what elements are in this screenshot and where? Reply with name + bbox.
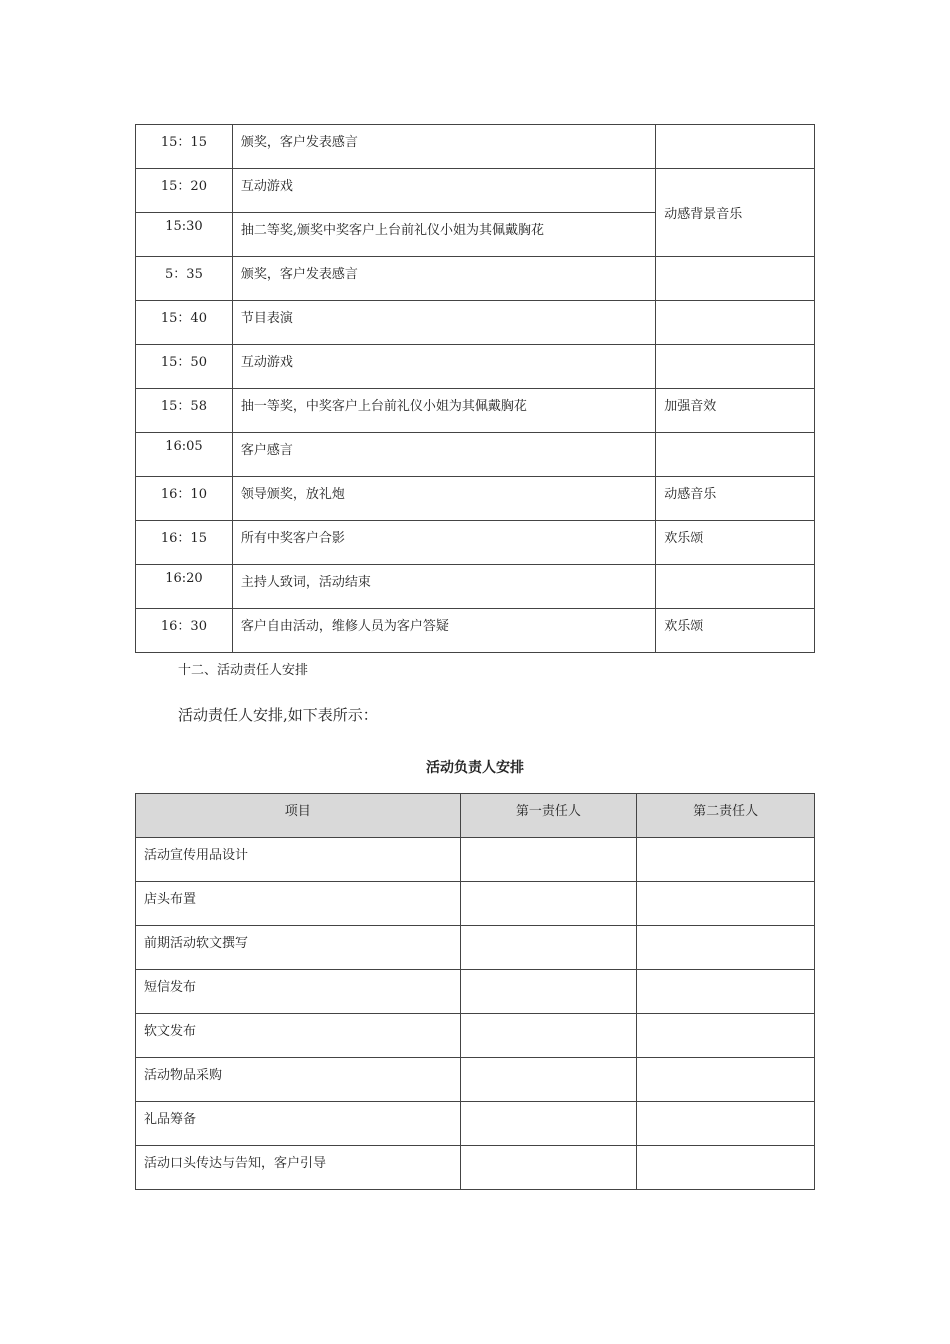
first-owner-cell	[460, 1014, 637, 1058]
music-cell: 动感背景音乐	[656, 169, 815, 257]
music-cell	[656, 345, 815, 389]
table-header-row	[136, 794, 815, 838]
time-cell: 16：15	[136, 521, 233, 565]
activity-cell: 所有中奖客户合影	[232, 521, 655, 565]
activity-cell: 互动游戏	[232, 169, 655, 213]
table-row	[136, 521, 815, 565]
table-row	[136, 1102, 815, 1146]
table-row	[136, 838, 815, 882]
table-row	[136, 882, 815, 926]
table-row	[136, 477, 815, 521]
first-owner-cell	[460, 1102, 637, 1146]
table-row	[136, 565, 815, 609]
item-cell: 礼品筹备	[136, 1102, 461, 1146]
second-owner-cell	[637, 926, 815, 970]
activity-cell: 抽一等奖，中奖客户上台前礼仪小姐为其佩戴胸花	[232, 389, 655, 433]
schedule-table	[135, 124, 815, 653]
item-cell: 前期活动软文撰写	[136, 926, 461, 970]
table-row	[136, 970, 815, 1014]
music-cell: 加强音效	[656, 389, 815, 433]
activity-cell: 领导颁奖，放礼炮	[232, 477, 655, 521]
second-owner-cell	[637, 970, 815, 1014]
first-owner-cell	[460, 970, 637, 1014]
item-cell: 活动宣传用品设计	[136, 838, 461, 882]
table-row	[136, 125, 815, 169]
music-cell: 动感音乐	[656, 477, 815, 521]
second-owner-cell	[637, 1146, 815, 1190]
second-owner-cell	[637, 838, 815, 882]
time-cell: 16：30	[136, 609, 233, 653]
table-row	[136, 1058, 815, 1102]
time-cell: 16：10	[136, 477, 233, 521]
time-cell: 16:20	[136, 565, 233, 609]
first-owner-cell	[460, 1146, 637, 1190]
music-cell	[656, 257, 815, 301]
owners-table	[135, 793, 815, 1190]
table-row	[136, 389, 815, 433]
activity-cell: 客户自由活动，维修人员为客户答疑	[232, 609, 655, 653]
time-cell: 16:05	[136, 433, 233, 477]
music-cell	[656, 301, 815, 345]
music-cell	[656, 565, 815, 609]
activity-cell: 主持人致词，活动结束	[232, 565, 655, 609]
item-cell: 短信发布	[136, 970, 461, 1014]
header-second-owner: 第二责任人	[637, 794, 815, 838]
table-row	[136, 1146, 815, 1190]
second-owner-cell	[637, 882, 815, 926]
item-cell: 活动物品采购	[136, 1058, 461, 1102]
second-owner-cell	[637, 1014, 815, 1058]
table-row	[136, 1014, 815, 1058]
header-item: 项目	[136, 794, 461, 838]
intro-text: 活动责任人安排,如下表所示：	[178, 706, 378, 724]
first-owner-cell	[460, 1058, 637, 1102]
music-cell	[656, 433, 815, 477]
time-cell: 15：40	[136, 301, 233, 345]
time-cell: 15：20	[136, 169, 233, 213]
table-row	[136, 345, 815, 389]
time-cell: 15:30	[136, 213, 233, 257]
first-owner-cell	[460, 926, 637, 970]
time-cell: 5：35	[136, 257, 233, 301]
item-cell: 软文发布	[136, 1014, 461, 1058]
time-cell: 15：15	[136, 125, 233, 169]
table-row	[136, 257, 815, 301]
header-first-owner: 第一责任人	[460, 794, 637, 838]
table-row	[136, 609, 815, 653]
second-owner-cell	[637, 1102, 815, 1146]
table-row	[136, 433, 815, 477]
section-heading: 十二、活动责任人安排	[178, 663, 309, 678]
music-cell: 欢乐颂	[656, 609, 815, 653]
first-owner-cell	[460, 838, 637, 882]
activity-cell: 互动游戏	[232, 345, 655, 389]
time-cell: 15：50	[136, 345, 233, 389]
activity-cell: 颁奖，客户发表感言	[232, 257, 655, 301]
first-owner-cell	[460, 882, 637, 926]
table-row	[136, 169, 815, 213]
music-cell	[656, 125, 815, 169]
activity-cell: 颁奖，客户发表感言	[232, 125, 655, 169]
activity-cell: 抽二等奖,颁奖中奖客户上台前礼仪小姐为其佩戴胸花	[232, 213, 655, 257]
item-cell: 活动口头传达与告知，客户引导	[136, 1146, 461, 1190]
time-cell: 15：58	[136, 389, 233, 433]
activity-cell: 节目表演	[232, 301, 655, 345]
activity-cell: 客户感言	[232, 433, 655, 477]
music-cell: 欢乐颂	[656, 521, 815, 565]
table-row	[136, 926, 815, 970]
table-caption: 活动负责人安排	[426, 760, 524, 776]
second-owner-cell	[637, 1058, 815, 1102]
item-cell: 店头布置	[136, 882, 461, 926]
table-row	[136, 301, 815, 345]
